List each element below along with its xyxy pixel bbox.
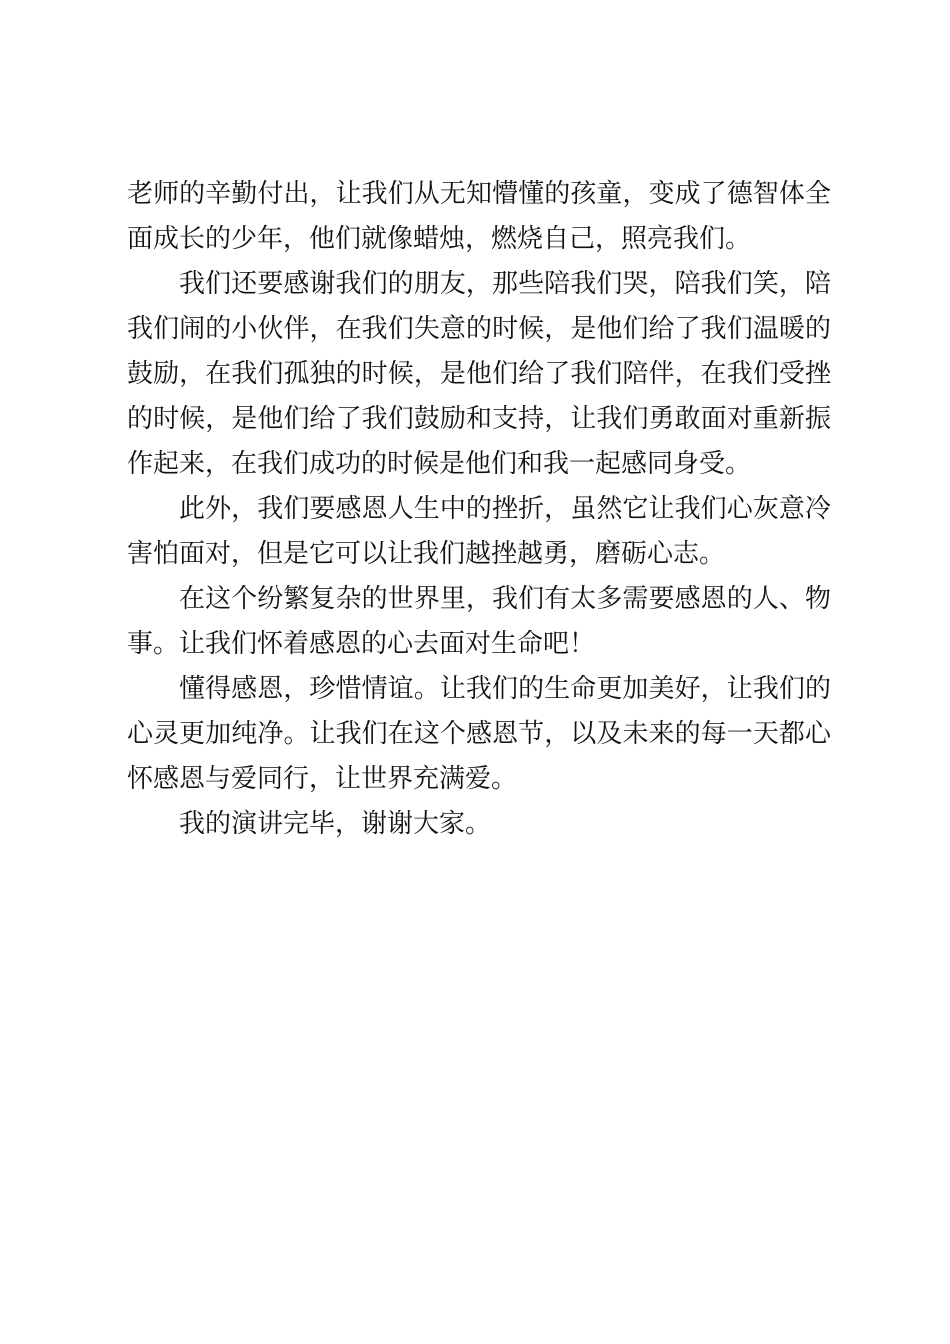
paragraph-thanks-friends: 我们还要感谢我们的朋友，那些陪我们哭，陪我们笑，陪我们闹的小伙伴，在我们失意的时候，是他们给了我们温暖的鼓励，在我们孤独的时候，是他们给了我们陪伴，在我们受挫的时候，是他们给了我们鼓励和支持，让我们勇敢面对重新振作起来，在我们成功的时候是他们和我一起感同身受。 — [127, 269, 831, 479]
speech-text-body — [127, 172, 831, 847]
paragraph-complex-world: 在这个纷繁复杂的世界里，我们有太多需要感恩的人、物事。让我们怀着感恩的心去面对生命吧！ — [127, 584, 831, 659]
paragraph-closing: 我的演讲完毕，谢谢大家。 — [179, 809, 492, 839]
paragraph-continued: 老师的辛勤付出，让我们从无知懵懂的孩童，变成了德智体全面成长的少年，他们就像蜡烛，燃烧自己，照亮我们。 — [127, 179, 831, 254]
paragraph-thanks-setbacks: 此外，我们要感恩人生中的挫折，虽然它让我们心灰意冷害怕面对，但是它可以让我们越挫越勇，磨砺心志。 — [127, 494, 831, 569]
paragraph-gratitude: 懂得感恩，珍惜情谊。让我们的生命更加美好，让我们的心灵更加纯净。让我们在这个感恩节，以及未来的每一天都心怀感恩与爱同行，让世界充满爱。 — [127, 674, 831, 794]
